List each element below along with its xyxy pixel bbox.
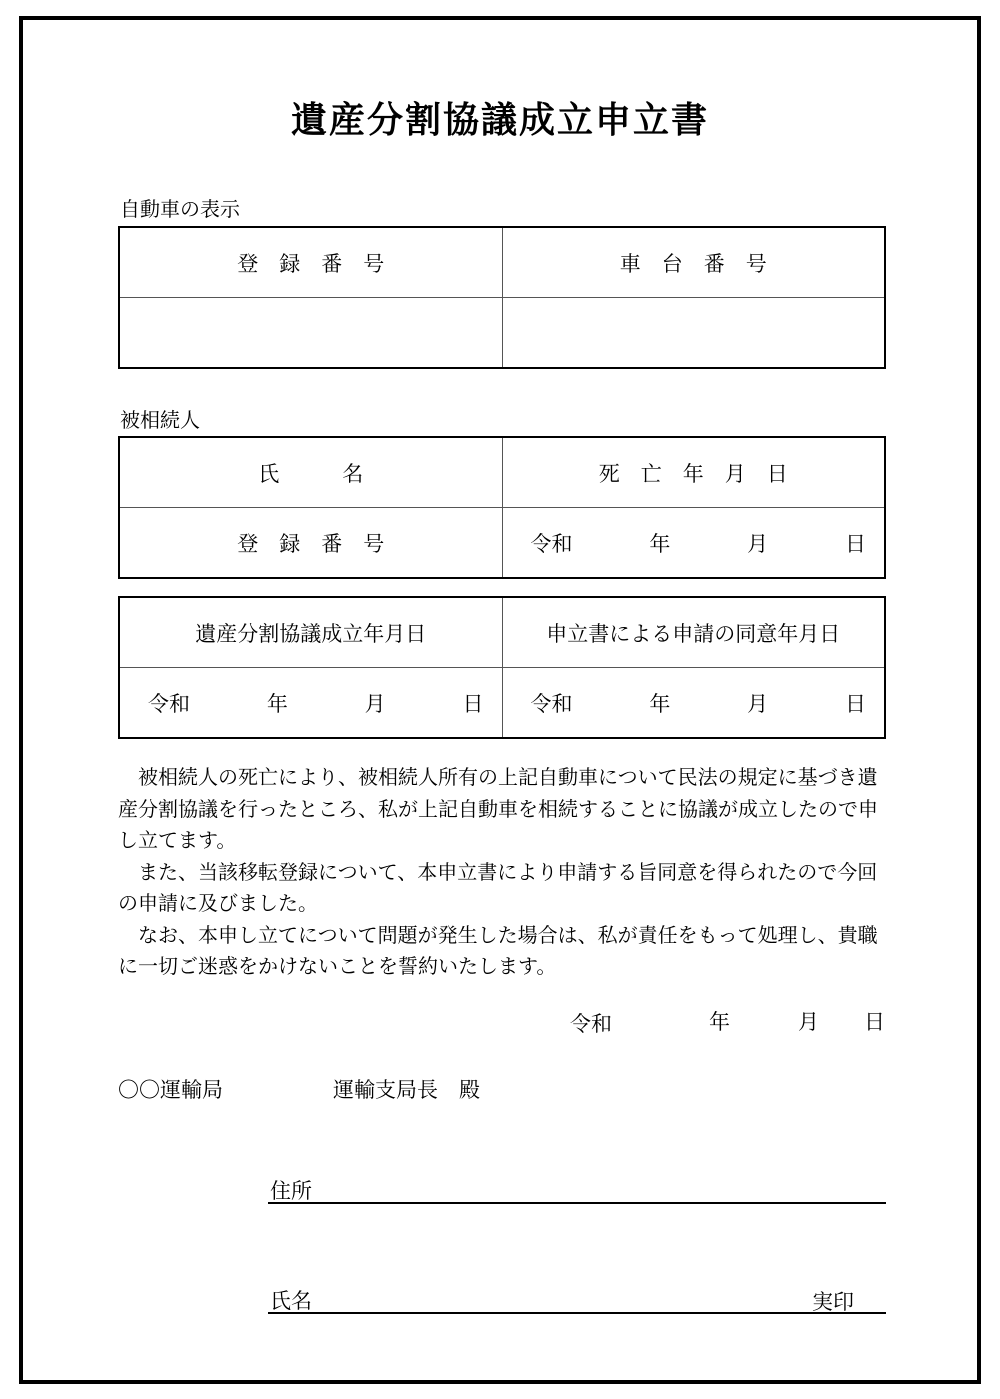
bureau-name: 〇〇運輸局 — [118, 1078, 223, 1102]
era-label: 令和 — [148, 691, 190, 716]
statement-paragraph-3: なお、本申し立てについて問題が発生した場合は、私が責任をもって処理し、貴職に一切ご迷惑をかけないことを誓約いたします。 — [118, 922, 878, 978]
month-label: 月 — [747, 691, 769, 716]
deceased-death-date[interactable] — [502, 508, 885, 579]
vehicle-reg-field[interactable] — [119, 298, 502, 369]
name-line[interactable] — [268, 1312, 886, 1314]
seal-label: 実印 — [812, 1290, 854, 1314]
statement-paragraph-2: また、当該移転登録について、本申立書により申請する旨同意を得られたので今回の申請に及びました。 — [118, 859, 878, 915]
era-label: 令和 — [530, 691, 573, 716]
address-line[interactable] — [268, 1202, 886, 1204]
consent-date-header: 申立書による申請の同意年月日 — [502, 597, 885, 668]
vehicle-chassis-header: 車 台 番 号 — [502, 227, 885, 298]
date-day: 日 — [864, 1010, 885, 1034]
deceased-name-header: 氏 名 — [119, 437, 502, 508]
vehicle-section-label: 自動車の表示 — [120, 197, 240, 221]
name-label: 氏名 — [270, 1289, 312, 1313]
statement-paragraph-1: 被相続人の死亡により、被相続人所有の上記自動車について民法の規定に基づき遺産分割協議を行ったところ、私が上記自動車を相続することに協議が成立したので申し立てます。 — [118, 765, 878, 852]
year-label: 年 — [266, 691, 288, 716]
date-year: 年 — [709, 1010, 730, 1034]
vehicle-reg-header: 登 録 番 号 — [119, 227, 502, 298]
date-era: 令和 — [570, 1012, 612, 1036]
deceased-death-header: 死 亡 年 月 日 — [502, 437, 885, 508]
vehicle-table — [118, 226, 886, 369]
date-month: 月 — [798, 1010, 819, 1034]
day-label: 日 — [844, 531, 866, 556]
year-label: 年 — [649, 691, 671, 716]
agreement-table — [118, 596, 886, 739]
deceased-table — [118, 436, 886, 579]
year-label: 年 — [649, 531, 671, 556]
agreement-date-header: 遺産分割協議成立年月日 — [119, 597, 502, 668]
month-label: 月 — [364, 691, 386, 716]
consent-date-field[interactable] — [502, 668, 885, 739]
deceased-reg-header: 登 録 番 号 — [119, 508, 502, 579]
era-label: 令和 — [530, 531, 573, 556]
agreement-date-field[interactable] — [119, 668, 502, 739]
vehicle-chassis-field[interactable] — [502, 298, 885, 369]
document-title: 遺産分割協議成立申立書 — [290, 99, 709, 141]
day-label: 日 — [844, 691, 866, 716]
address-label: 住所 — [270, 1179, 312, 1203]
day-label: 日 — [462, 691, 484, 716]
month-label: 月 — [747, 531, 769, 556]
deceased-section-label: 被相続人 — [120, 408, 200, 432]
statement-body — [118, 762, 888, 983]
branch-chief: 運輸支局長 殿 — [333, 1078, 480, 1102]
